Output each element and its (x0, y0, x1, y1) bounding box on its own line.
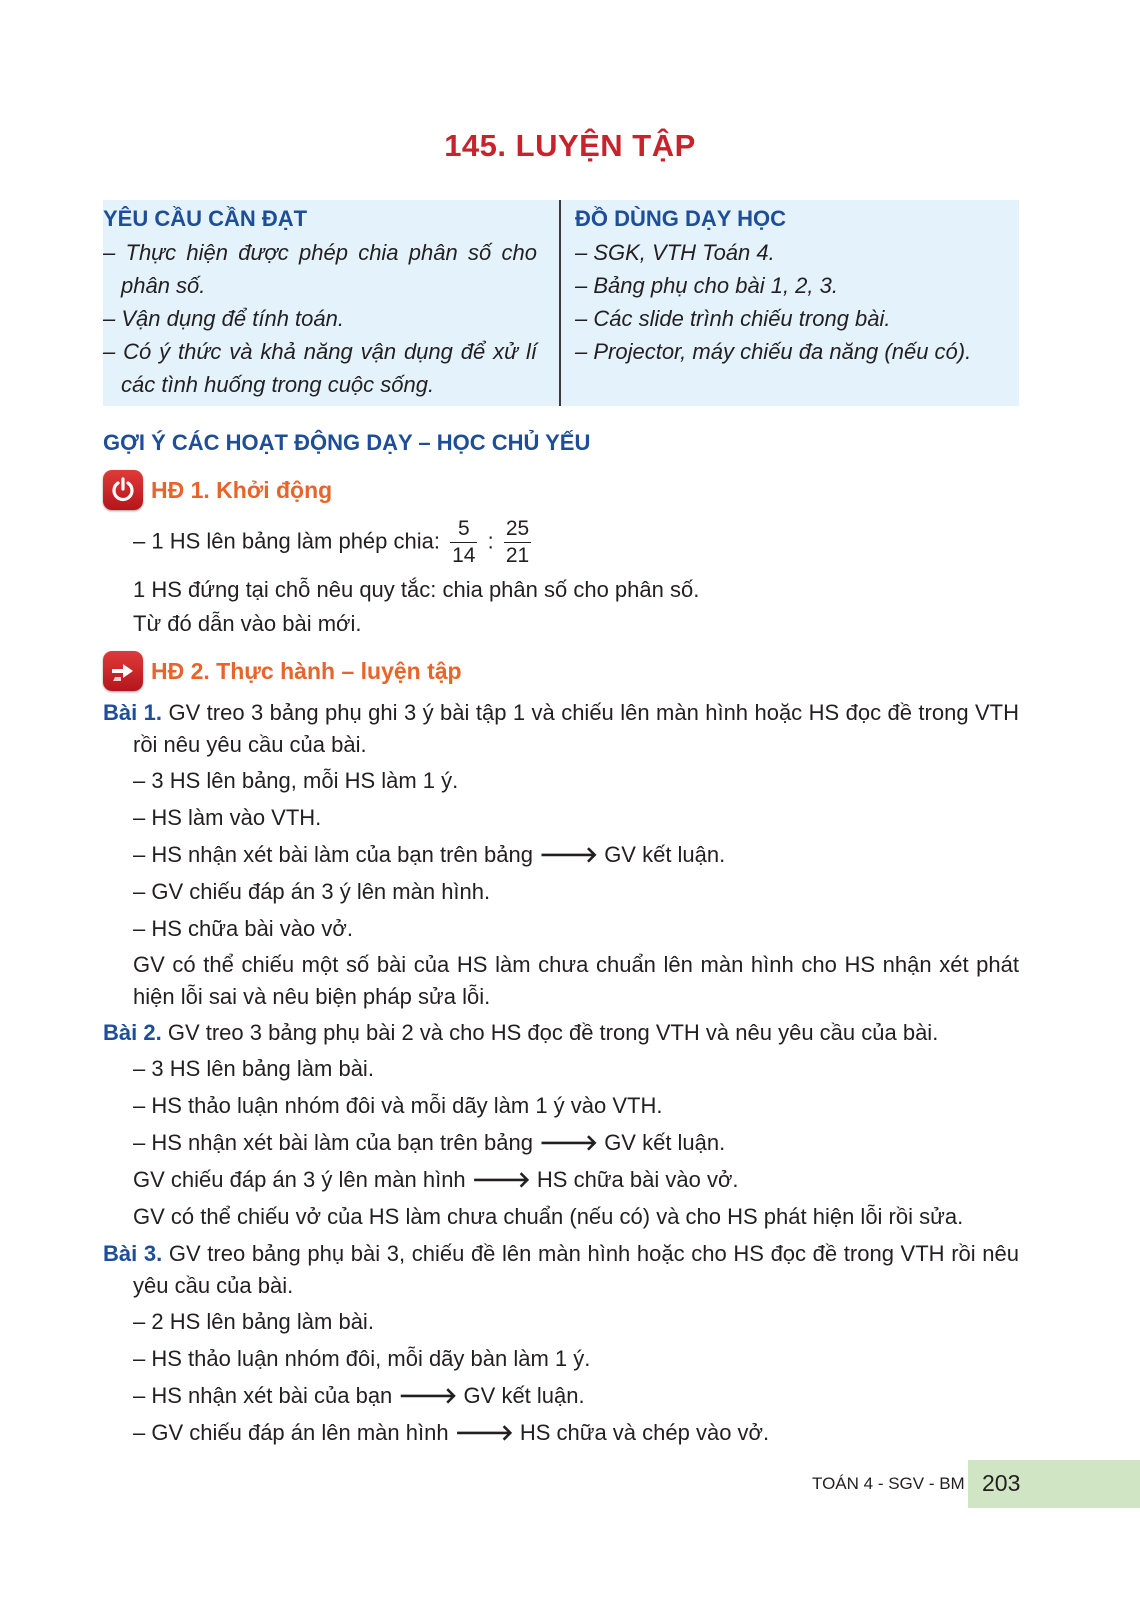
exercise-2-step (103, 1126, 1019, 1160)
materials-column (561, 200, 1019, 406)
hd1-line2: 1 HS đứng tại chỗ nêu quy tắc: chia phân số cho phân số. (133, 577, 700, 602)
arrow-right-icon: 🡒 (471, 1167, 531, 1192)
fraction-denominator: 21 (505, 544, 530, 567)
material-item: – SGK, VTH Toán 4. (575, 240, 775, 265)
exercise-1-note: GV có thể chiếu một số bài của HS làm chưa chuẩn lên màn hình cho HS nhận xét phát hiện lỗi sai và nêu biện pháp sửa lỗi. (133, 952, 1019, 1009)
step-text: HS chữa bài vào vở. (536, 1167, 739, 1192)
activities-heading: GỢI Ý CÁC HOẠT ĐỘNG DẠY – HỌC CHỦ YẾU (103, 430, 591, 455)
arrow-right-icon: 🡒 (539, 842, 599, 867)
step-text: GV chiếu đáp án 3 ý lên màn hình (133, 1167, 466, 1192)
division-sign: : (487, 528, 494, 554)
exercise-3 (103, 1238, 1019, 1302)
hd2-header (103, 651, 1019, 691)
hd1-line3: Từ đó dẫn vào bài mới. (133, 611, 362, 636)
step-text: GV kết luận. (463, 1383, 585, 1408)
fraction-25-21 (504, 516, 531, 569)
page-title: 145. LUYỆN TẬP (444, 128, 696, 163)
fraction-numerator: 5 (450, 516, 477, 543)
power-icon (103, 470, 143, 510)
step-text: – HS nhận xét bài làm của bạn trên bảng (133, 842, 533, 867)
exercise-3-step: – 2 HS lên bảng làm bài. (133, 1309, 374, 1334)
requirement-item: – Có ý thức và khả năng vận dụng để xử lí các tình huống trong cuộc sống. (103, 339, 537, 397)
exercise-1-step (103, 838, 1019, 872)
objectives-box (103, 200, 1019, 406)
material-item: – Các slide trình chiếu trong bài. (575, 306, 891, 331)
page-number: 203 (982, 1470, 1021, 1496)
exercise-2-step: – HS thảo luận nhóm đôi và mỗi dãy làm 1 ý vào VTH. (133, 1093, 663, 1118)
hd1-line1: – 1 HS lên bảng làm phép chia: (133, 528, 440, 554)
exercise-3-step (103, 1416, 1019, 1450)
exercise-2 (103, 1017, 1019, 1049)
arrow-right-icon: 🡒 (398, 1383, 458, 1408)
arrow-right-icon: 🡒 (539, 1130, 599, 1155)
fraction-5-14 (450, 516, 477, 569)
material-item: – Projector, máy chiếu đa năng (nếu có). (575, 339, 972, 364)
requirements-heading: YÊU CẦU CẦN ĐẠT (103, 206, 308, 231)
hd2-title: HĐ 2. Thực hành – luyện tập (151, 657, 462, 684)
requirements-column (103, 200, 561, 406)
exercise-3-text: GV treo bảng phụ bài 3, chiếu đề lên màn hình hoặc cho HS đọc đề trong VTH rồi nêu yêu cầu của bài. (133, 1241, 1019, 1298)
exercise-1-step: – HS chữa bài vào vở. (133, 916, 353, 941)
step-text: HS chữa và chép vào vở. (519, 1420, 770, 1445)
material-item: – Bảng phụ cho bài 1, 2, 3. (575, 273, 838, 298)
exercise-1-step: – HS làm vào VTH. (133, 805, 322, 830)
exercise-1-step: – GV chiếu đáp án 3 ý lên màn hình. (133, 879, 491, 904)
exercise-1-text: GV treo 3 bảng phụ ghi 3 ý bài tập 1 và chiếu lên màn hình hoặc HS đọc đề trong VTH rồi nêu yêu cầu của bài. (133, 700, 1019, 757)
step-text: – GV chiếu đáp án lên màn hình (133, 1420, 449, 1445)
exercise-1 (103, 697, 1019, 761)
footer-book-title: TOÁN 4 - SGV - BM (812, 1474, 965, 1493)
exercise-2-step (103, 1163, 1019, 1197)
hd1-header (103, 470, 1019, 510)
step-text: GV kết luận. (604, 1130, 726, 1155)
requirement-item: – Thực hiện được phép chia phân số cho phân số. (103, 240, 537, 298)
hd1-division-line (103, 516, 1019, 569)
exercise-2-label: Bài 2. (103, 1020, 162, 1045)
materials-heading: ĐỒ DÙNG DẠY HỌC (575, 206, 787, 231)
exercise-1-label: Bài 1. (103, 700, 163, 725)
exercise-3-step (103, 1379, 1019, 1413)
step-text: GV kết luận. (604, 842, 726, 867)
hd1-title: HĐ 1. Khởi động (151, 476, 333, 503)
exercise-2-step: – 3 HS lên bảng làm bài. (133, 1056, 374, 1081)
main-content (103, 430, 1019, 1450)
fraction-denominator: 14 (452, 544, 476, 567)
exercise-3-step: – HS thảo luận nhóm đôi, mỗi dãy bàn làm 1 ý. (133, 1346, 591, 1371)
fraction-numerator: 25 (504, 516, 531, 543)
exercise-2-note: GV có thể chiếu vở của HS làm chưa chuẩn (nếu có) và cho HS phát hiện lỗi rồi sửa. (133, 1204, 964, 1229)
step-text: – HS nhận xét bài làm của bạn trên bảng (133, 1130, 533, 1155)
arrow-right-icon: 🡒 (454, 1420, 514, 1445)
step-text: – HS nhận xét bài của bạn (133, 1383, 393, 1408)
requirement-item: – Vận dụng để tính toán. (103, 306, 344, 331)
exercise-2-text: GV treo 3 bảng phụ bài 2 và cho HS đọc đề trong VTH và nêu yêu cầu của bài. (167, 1020, 939, 1045)
exercise-1-step: – 3 HS lên bảng, mỗi HS làm 1 ý. (133, 768, 459, 793)
exercise-3-label: Bài 3. (103, 1241, 163, 1266)
practice-icon (103, 651, 143, 691)
